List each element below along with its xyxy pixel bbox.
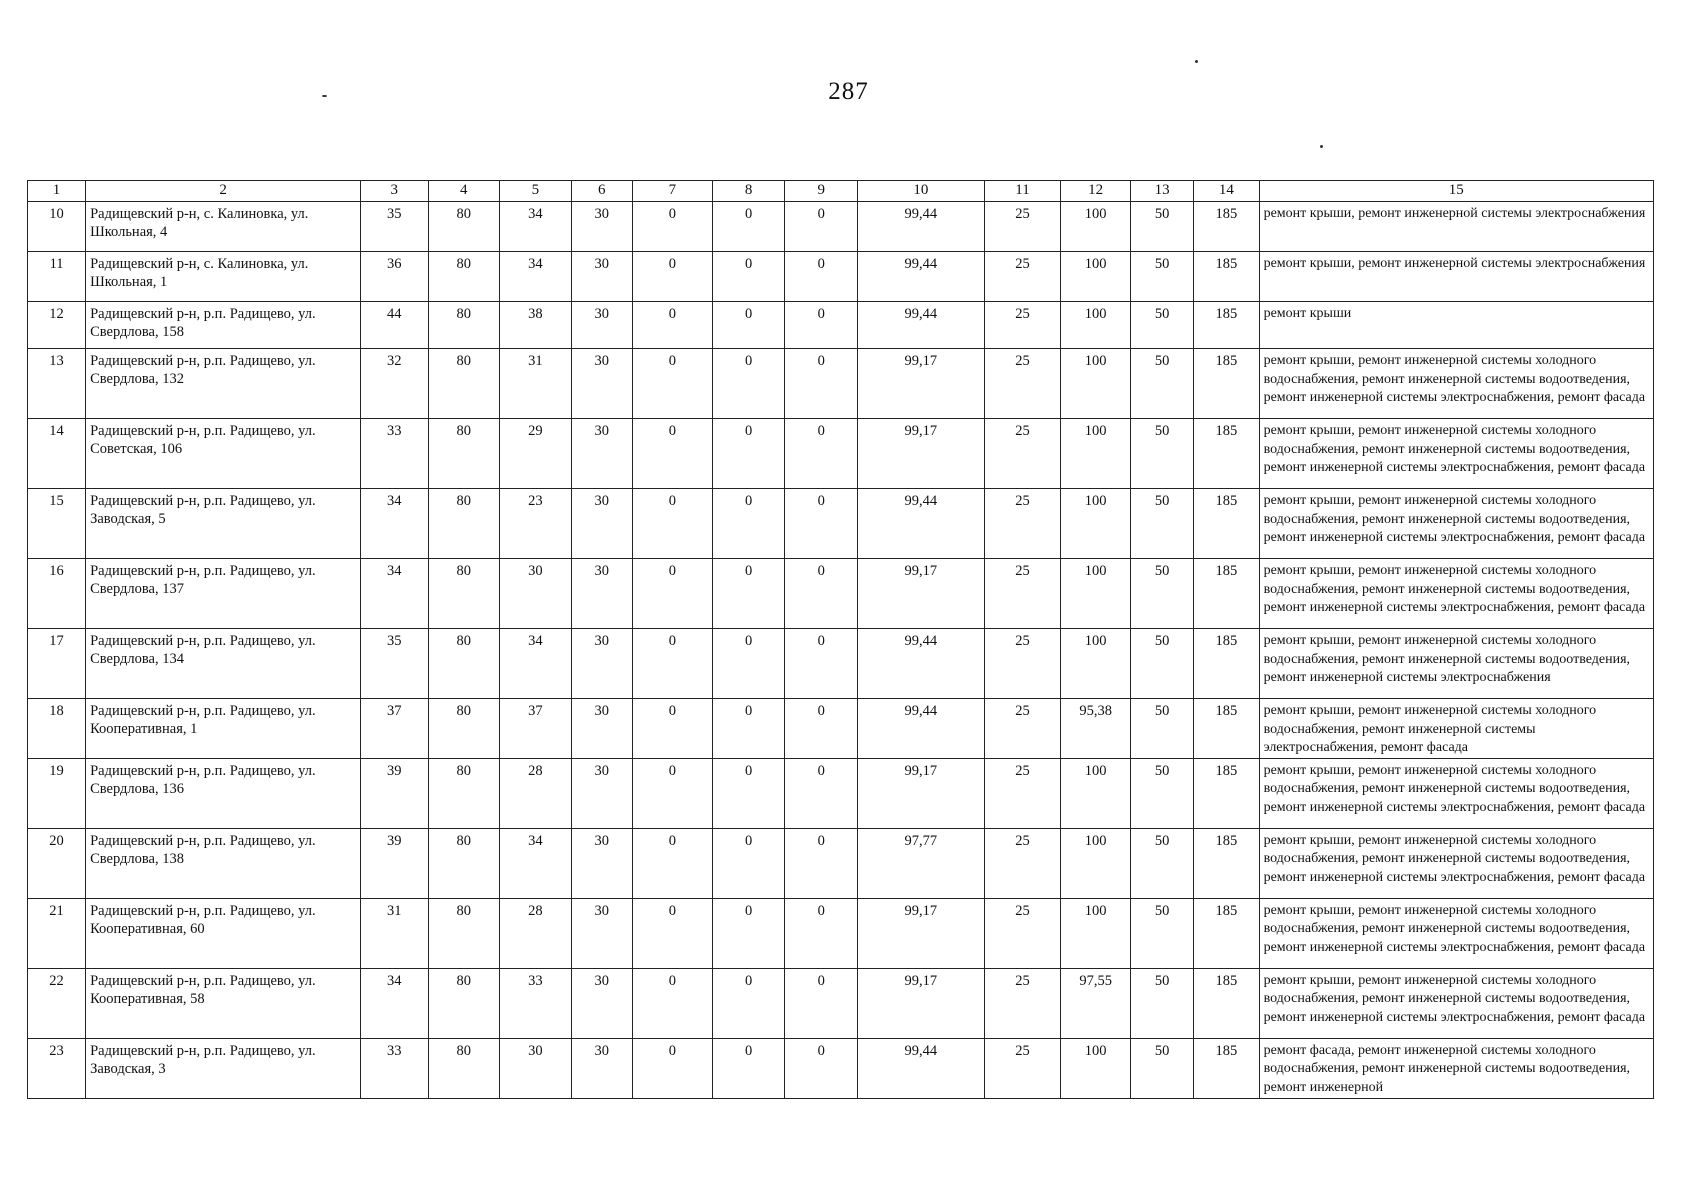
- col-13-cell: 50: [1130, 629, 1193, 699]
- address-cell: Радищевский р-н, р.п. Радищево, ул. Свердлова, 132: [86, 349, 361, 419]
- col-14-cell: 185: [1194, 489, 1259, 559]
- col-3-cell: 35: [361, 629, 428, 699]
- col-7-cell: 0: [632, 898, 712, 968]
- col-11-cell: 25: [984, 828, 1061, 898]
- row-number-cell: 16: [28, 559, 86, 629]
- col-13-cell: 50: [1130, 898, 1193, 968]
- column-number-2: 2: [86, 181, 361, 202]
- col-12-cell: 100: [1061, 758, 1131, 828]
- works-description-cell: ремонт крыши, ремонт инженерной системы холодного водоснабжения, ремонт инженерной системы водоотведения, ремонт инженерной системы электроснабжения, ремонт фасада: [1259, 419, 1653, 489]
- col-11-cell: 25: [984, 699, 1061, 759]
- col-5-cell: 30: [500, 1038, 572, 1098]
- col-7-cell: 0: [632, 559, 712, 629]
- row-number-cell: 11: [28, 252, 86, 302]
- col-9-cell: 0: [785, 758, 858, 828]
- col-5-cell: 37: [500, 699, 572, 759]
- works-description-cell: ремонт фасада, ремонт инженерной системы холодного водоснабжения, ремонт инженерной системы водоотведения, ремонт инженерной: [1259, 1038, 1653, 1098]
- row-number-cell: 19: [28, 758, 86, 828]
- col-12-cell: 95,38: [1061, 699, 1131, 759]
- row-number-cell: 14: [28, 419, 86, 489]
- col-10-cell: 99,44: [858, 302, 985, 349]
- scan-speck: [1320, 145, 1323, 148]
- col-4-cell: 80: [428, 758, 500, 828]
- col-11-cell: 25: [984, 968, 1061, 1038]
- col-5-cell: 29: [500, 419, 572, 489]
- col-5-cell: 34: [500, 828, 572, 898]
- col-10-cell: 99,44: [858, 489, 985, 559]
- col-8-cell: 0: [712, 699, 785, 759]
- col-11-cell: 25: [984, 629, 1061, 699]
- col-9-cell: 0: [785, 489, 858, 559]
- row-number-cell: 22: [28, 968, 86, 1038]
- col-8-cell: 0: [712, 898, 785, 968]
- address-cell: Радищевский р-н, р.п. Радищево, ул. Свердлова, 136: [86, 758, 361, 828]
- works-description-cell: ремонт крыши, ремонт инженерной системы холодного водоснабжения, ремонт инженерной системы водоотведения, ремонт инженерной системы электроснабжения, ремонт фасада: [1259, 559, 1653, 629]
- scan-speck: [322, 95, 327, 97]
- col-12-cell: 100: [1061, 202, 1131, 252]
- table-row: [28, 758, 1654, 828]
- col-7-cell: 0: [632, 419, 712, 489]
- col-12-cell: 97,55: [1061, 968, 1131, 1038]
- col-3-cell: 39: [361, 828, 428, 898]
- col-11-cell: 25: [984, 1038, 1061, 1098]
- col-7-cell: 0: [632, 758, 712, 828]
- table-row: [28, 202, 1654, 252]
- col-4-cell: 80: [428, 699, 500, 759]
- col-4-cell: 80: [428, 559, 500, 629]
- col-7-cell: 0: [632, 828, 712, 898]
- column-number-8: 8: [712, 181, 785, 202]
- table-row: [28, 1038, 1654, 1098]
- col-6-cell: 30: [571, 559, 632, 629]
- col-10-cell: 99,17: [858, 898, 985, 968]
- works-description-cell: ремонт крыши, ремонт инженерной системы холодного водоснабжения, ремонт инженерной системы водоотведения, ремонт инженерной системы электроснабжения, ремонт фасада: [1259, 758, 1653, 828]
- col-10-cell: 99,17: [858, 758, 985, 828]
- col-5-cell: 30: [500, 559, 572, 629]
- col-14-cell: 185: [1194, 968, 1259, 1038]
- col-12-cell: 100: [1061, 252, 1131, 302]
- col-3-cell: 39: [361, 758, 428, 828]
- table-row: [28, 629, 1654, 699]
- col-12-cell: 100: [1061, 302, 1131, 349]
- col-13-cell: 50: [1130, 349, 1193, 419]
- col-11-cell: 25: [984, 349, 1061, 419]
- address-cell: Радищевский р-н, р.п. Радищево, ул. Заводская, 5: [86, 489, 361, 559]
- works-description-cell: ремонт крыши, ремонт инженерной системы холодного водоснабжения, ремонт инженерной системы водоотведения, ремонт инженерной системы электроснабжения, ремонт фасада: [1259, 489, 1653, 559]
- address-cell: Радищевский р-н, р.п. Радищево, ул. Свердлова, 134: [86, 629, 361, 699]
- col-5-cell: 33: [500, 968, 572, 1038]
- col-12-cell: 100: [1061, 898, 1131, 968]
- column-number-4: 4: [428, 181, 500, 202]
- col-11-cell: 25: [984, 252, 1061, 302]
- col-5-cell: 34: [500, 202, 572, 252]
- col-10-cell: 99,44: [858, 252, 985, 302]
- col-6-cell: 30: [571, 302, 632, 349]
- address-cell: Радищевский р-н, с. Калиновка, ул. Школьная, 4: [86, 202, 361, 252]
- scan-speck: [1195, 60, 1198, 63]
- address-cell: Радищевский р-н, р.п. Радищево, ул. Кооперативная, 1: [86, 699, 361, 759]
- col-13-cell: 50: [1130, 489, 1193, 559]
- row-number-cell: 21: [28, 898, 86, 968]
- address-cell: Радищевский р-н, р.п. Радищево, ул. Свердлова, 138: [86, 828, 361, 898]
- col-9-cell: 0: [785, 1038, 858, 1098]
- col-3-cell: 32: [361, 349, 428, 419]
- col-14-cell: 185: [1194, 1038, 1259, 1098]
- col-6-cell: 30: [571, 419, 632, 489]
- col-9-cell: 0: [785, 828, 858, 898]
- works-description-cell: ремонт крыши, ремонт инженерной системы холодного водоснабжения, ремонт инженерной системы водоотведения, ремонт инженерной системы электроснабжения, ремонт фасада: [1259, 828, 1653, 898]
- address-cell: Радищевский р-н, с. Калиновка, ул. Школьная, 1: [86, 252, 361, 302]
- col-5-cell: 34: [500, 629, 572, 699]
- col-3-cell: 34: [361, 968, 428, 1038]
- col-14-cell: 185: [1194, 758, 1259, 828]
- col-14-cell: 185: [1194, 699, 1259, 759]
- address-cell: Радищевский р-н, р.п. Радищево, ул. Свердлова, 158: [86, 302, 361, 349]
- col-12-cell: 100: [1061, 629, 1131, 699]
- row-number-cell: 12: [28, 302, 86, 349]
- works-description-cell: ремонт крыши, ремонт инженерной системы холодного водоснабжения, ремонт инженерной системы водоотведения, ремонт инженерной системы электроснабжения: [1259, 629, 1653, 699]
- col-13-cell: 50: [1130, 252, 1193, 302]
- col-6-cell: 30: [571, 629, 632, 699]
- col-6-cell: 30: [571, 828, 632, 898]
- col-7-cell: 0: [632, 1038, 712, 1098]
- row-number-cell: 15: [28, 489, 86, 559]
- col-5-cell: 28: [500, 898, 572, 968]
- col-9-cell: 0: [785, 202, 858, 252]
- repair-register-table: [27, 180, 1654, 1099]
- col-11-cell: 25: [984, 489, 1061, 559]
- col-3-cell: 33: [361, 1038, 428, 1098]
- col-6-cell: 30: [571, 489, 632, 559]
- col-9-cell: 0: [785, 252, 858, 302]
- col-14-cell: 185: [1194, 898, 1259, 968]
- col-8-cell: 0: [712, 202, 785, 252]
- col-5-cell: 31: [500, 349, 572, 419]
- column-number-5: 5: [500, 181, 572, 202]
- column-number-6: 6: [571, 181, 632, 202]
- col-10-cell: 99,17: [858, 559, 985, 629]
- col-14-cell: 185: [1194, 252, 1259, 302]
- col-12-cell: 100: [1061, 349, 1131, 419]
- col-11-cell: 25: [984, 898, 1061, 968]
- col-5-cell: 34: [500, 252, 572, 302]
- col-3-cell: 34: [361, 559, 428, 629]
- column-number-14: 14: [1194, 181, 1259, 202]
- col-14-cell: 185: [1194, 828, 1259, 898]
- works-description-cell: ремонт крыши, ремонт инженерной системы холодного водоснабжения, ремонт инженерной системы водоотведения, ремонт инженерной системы электроснабжения, ремонт фасада: [1259, 968, 1653, 1038]
- column-number-10: 10: [858, 181, 985, 202]
- col-12-cell: 100: [1061, 489, 1131, 559]
- col-14-cell: 185: [1194, 629, 1259, 699]
- table-row: [28, 419, 1654, 489]
- col-6-cell: 30: [571, 758, 632, 828]
- row-number-cell: 13: [28, 349, 86, 419]
- col-9-cell: 0: [785, 302, 858, 349]
- col-5-cell: 28: [500, 758, 572, 828]
- col-7-cell: 0: [632, 968, 712, 1038]
- col-14-cell: 185: [1194, 419, 1259, 489]
- col-11-cell: 25: [984, 559, 1061, 629]
- column-number-7: 7: [632, 181, 712, 202]
- row-number-cell: 18: [28, 699, 86, 759]
- col-13-cell: 50: [1130, 699, 1193, 759]
- col-8-cell: 0: [712, 489, 785, 559]
- column-number-15: 15: [1259, 181, 1653, 202]
- col-7-cell: 0: [632, 349, 712, 419]
- works-description-cell: ремонт крыши, ремонт инженерной системы холодного водоснабжения, ремонт инженерной системы электроснабжения, ремонт фасада: [1259, 699, 1653, 759]
- col-4-cell: 80: [428, 629, 500, 699]
- col-13-cell: 50: [1130, 559, 1193, 629]
- col-4-cell: 80: [428, 252, 500, 302]
- col-10-cell: 99,44: [858, 699, 985, 759]
- table-row: [28, 699, 1654, 759]
- col-6-cell: 30: [571, 202, 632, 252]
- col-11-cell: 25: [984, 758, 1061, 828]
- col-13-cell: 50: [1130, 828, 1193, 898]
- col-12-cell: 100: [1061, 559, 1131, 629]
- col-6-cell: 30: [571, 1038, 632, 1098]
- col-12-cell: 100: [1061, 828, 1131, 898]
- col-9-cell: 0: [785, 419, 858, 489]
- works-description-cell: ремонт крыши, ремонт инженерной системы электроснабжения: [1259, 202, 1653, 252]
- col-6-cell: 30: [571, 699, 632, 759]
- column-number-9: 9: [785, 181, 858, 202]
- col-7-cell: 0: [632, 252, 712, 302]
- table-row: [28, 489, 1654, 559]
- col-8-cell: 0: [712, 302, 785, 349]
- table-row: [28, 252, 1654, 302]
- col-4-cell: 80: [428, 419, 500, 489]
- works-description-cell: ремонт крыши: [1259, 302, 1653, 349]
- col-8-cell: 0: [712, 349, 785, 419]
- col-12-cell: 100: [1061, 1038, 1131, 1098]
- col-4-cell: 80: [428, 828, 500, 898]
- col-9-cell: 0: [785, 898, 858, 968]
- col-10-cell: 99,44: [858, 202, 985, 252]
- col-8-cell: 0: [712, 968, 785, 1038]
- works-description-cell: ремонт крыши, ремонт инженерной системы электроснабжения: [1259, 252, 1653, 302]
- col-14-cell: 185: [1194, 302, 1259, 349]
- row-number-cell: 10: [28, 202, 86, 252]
- column-number-12: 12: [1061, 181, 1131, 202]
- col-9-cell: 0: [785, 349, 858, 419]
- col-5-cell: 23: [500, 489, 572, 559]
- col-9-cell: 0: [785, 699, 858, 759]
- col-3-cell: 34: [361, 489, 428, 559]
- col-9-cell: 0: [785, 968, 858, 1038]
- col-4-cell: 80: [428, 968, 500, 1038]
- col-6-cell: 30: [571, 898, 632, 968]
- col-6-cell: 30: [571, 349, 632, 419]
- col-3-cell: 31: [361, 898, 428, 968]
- row-number-cell: 17: [28, 629, 86, 699]
- col-10-cell: 99,17: [858, 419, 985, 489]
- col-8-cell: 0: [712, 1038, 785, 1098]
- address-cell: Радищевский р-н, р.п. Радищево, ул. Советская, 106: [86, 419, 361, 489]
- col-8-cell: 0: [712, 758, 785, 828]
- page-number: 287: [828, 78, 869, 105]
- table-row: [28, 898, 1654, 968]
- col-8-cell: 0: [712, 419, 785, 489]
- col-4-cell: 80: [428, 349, 500, 419]
- col-7-cell: 0: [632, 489, 712, 559]
- col-13-cell: 50: [1130, 968, 1193, 1038]
- col-4-cell: 80: [428, 302, 500, 349]
- col-13-cell: 50: [1130, 419, 1193, 489]
- col-4-cell: 80: [428, 898, 500, 968]
- col-9-cell: 0: [785, 629, 858, 699]
- works-description-cell: ремонт крыши, ремонт инженерной системы холодного водоснабжения, ремонт инженерной системы водоотведения, ремонт инженерной системы электроснабжения, ремонт фасада: [1259, 898, 1653, 968]
- col-10-cell: 99,17: [858, 349, 985, 419]
- address-cell: Радищевский р-н, р.п. Радищево, ул. Заводская, 3: [86, 1038, 361, 1098]
- col-14-cell: 185: [1194, 202, 1259, 252]
- table-row: [28, 828, 1654, 898]
- col-6-cell: 30: [571, 968, 632, 1038]
- col-4-cell: 80: [428, 489, 500, 559]
- col-11-cell: 25: [984, 419, 1061, 489]
- col-5-cell: 38: [500, 302, 572, 349]
- col-11-cell: 25: [984, 302, 1061, 349]
- works-description-cell: ремонт крыши, ремонт инженерной системы холодного водоснабжения, ремонт инженерной системы водоотведения, ремонт инженерной системы электроснабжения, ремонт фасада: [1259, 349, 1653, 419]
- col-6-cell: 30: [571, 252, 632, 302]
- column-number-11: 11: [984, 181, 1061, 202]
- col-3-cell: 44: [361, 302, 428, 349]
- col-14-cell: 185: [1194, 559, 1259, 629]
- col-9-cell: 0: [785, 559, 858, 629]
- col-8-cell: 0: [712, 828, 785, 898]
- col-10-cell: 97,77: [858, 828, 985, 898]
- col-14-cell: 185: [1194, 349, 1259, 419]
- row-number-cell: 20: [28, 828, 86, 898]
- col-4-cell: 80: [428, 202, 500, 252]
- col-8-cell: 0: [712, 252, 785, 302]
- col-13-cell: 50: [1130, 202, 1193, 252]
- col-11-cell: 25: [984, 202, 1061, 252]
- table-row: [28, 559, 1654, 629]
- column-number-3: 3: [361, 181, 428, 202]
- address-cell: Радищевский р-н, р.п. Радищево, ул. Свердлова, 137: [86, 559, 361, 629]
- col-3-cell: 35: [361, 202, 428, 252]
- column-number-13: 13: [1130, 181, 1193, 202]
- col-10-cell: 99,44: [858, 629, 985, 699]
- col-8-cell: 0: [712, 559, 785, 629]
- col-4-cell: 80: [428, 1038, 500, 1098]
- col-7-cell: 0: [632, 202, 712, 252]
- table-header-row: [28, 181, 1654, 202]
- row-number-cell: 23: [28, 1038, 86, 1098]
- col-7-cell: 0: [632, 699, 712, 759]
- address-cell: Радищевский р-н, р.п. Радищево, ул. Кооперативная, 60: [86, 898, 361, 968]
- table-row: [28, 302, 1654, 349]
- table-row: [28, 349, 1654, 419]
- col-3-cell: 37: [361, 699, 428, 759]
- col-8-cell: 0: [712, 629, 785, 699]
- col-7-cell: 0: [632, 629, 712, 699]
- col-13-cell: 50: [1130, 302, 1193, 349]
- table-row: [28, 968, 1654, 1038]
- address-cell: Радищевский р-н, р.п. Радищево, ул. Кооперативная, 58: [86, 968, 361, 1038]
- col-10-cell: 99,17: [858, 968, 985, 1038]
- col-10-cell: 99,44: [858, 1038, 985, 1098]
- col-3-cell: 33: [361, 419, 428, 489]
- col-13-cell: 50: [1130, 758, 1193, 828]
- col-13-cell: 50: [1130, 1038, 1193, 1098]
- col-12-cell: 100: [1061, 419, 1131, 489]
- col-7-cell: 0: [632, 302, 712, 349]
- col-3-cell: 36: [361, 252, 428, 302]
- column-number-1: 1: [28, 181, 86, 202]
